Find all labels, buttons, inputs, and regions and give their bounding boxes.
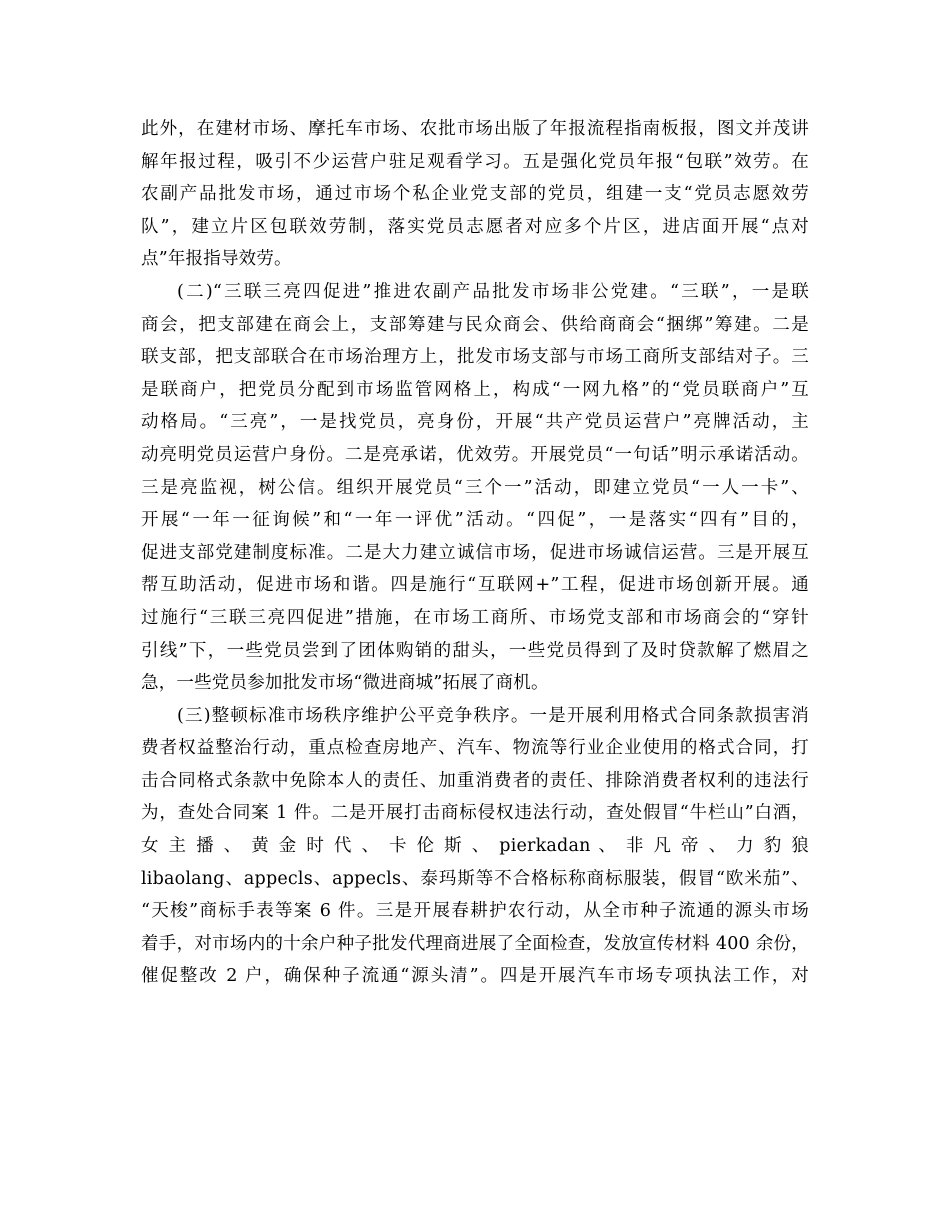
text-line: 此外，在建材市场、摩托车市场、农批市场出版了年报流程指南板报，图文并茂讲: [141, 119, 809, 139]
text-line: 队”，建立片区包联效劳制，落实党员志愿者对应多个片区，进店面开展“点对: [141, 216, 809, 237]
text-line: 费者权益整治行动，重点检查房地产、汽车、物流等行业企业使用的格式合同，打: [141, 738, 809, 759]
text-line: 着手，对市场内的十余户种子批发代理商进展了全面检查，发放宣传材料 400 余份，: [141, 933, 809, 954]
paragraph-2: [141, 276, 809, 700]
text-line: 三是亮监视，树公信。组织开展党员“三个一”活动，即建立党员“一人一卡”、: [141, 477, 809, 498]
text-line: 开展“一年一征询候”和“一年一评优”活动。“四促”，一是落实“四有”目的，: [141, 510, 809, 531]
text-line: 为，查处合同案 1 件。二是开展打击商标侵权违法行动，查处假冒“牛栏山”白酒，: [141, 803, 809, 824]
text-line: 击合同格式条款中免除本人的责任、加重消费者的责任、排除消费者权利的违法行: [141, 770, 809, 791]
text-line: (二)“三联三亮四促进”推进农副产品批发市场非公党建。“三联”，一是联: [177, 281, 809, 302]
text-line: 解年报过程，吸引不少运营户驻足观看学习。五是强化党员年报“包联”效劳。在: [141, 151, 809, 172]
text-line: 急，一些党员参加批发市场“微进商城”拓展了商机。: [141, 673, 549, 694]
text-line: 农副产品批发市场，通过市场个私企业党支部的党员，组建一支“党员志愿效劳: [141, 184, 809, 205]
text-line: 联支部，把支部联合在市场治理方上，批发市场支部与市场工商所支部结对子。三: [141, 347, 809, 368]
text-line: 帮互助活动，促进市场和谐。四是施行“互联网+”工程，促进市场创新开展。通: [141, 575, 809, 596]
text-line: 促进支部党建制度标准。二是大力建立诚信市场，促进市场诚信运营。三是开展互: [141, 542, 809, 563]
text-line: (三)整顿标准市场秩序维护公平竞争秩序。一是开展利用格式合同条款损害消: [177, 705, 809, 726]
text-line: 动格局。“三亮”，一是找党员，亮身份，开展“共产党员运营户”亮牌活动，主: [141, 412, 809, 433]
text-line: 过施行“三联三亮四促进”措施，在市场工商所、市场党支部和市场商会的“穿针: [141, 607, 809, 628]
text-line: 是联商户，把党员分配到市场监管网格上，构成“一网九格”的“党员联商户”互: [141, 379, 809, 400]
text-line: “天梭”商标手表等案 6 件。三是开展春耕护农行动，从全市种子流通的源头市场: [141, 901, 809, 922]
text-line: 点”年报指导效劳。: [141, 249, 292, 270]
text-line: 动亮明党员运营户身份。二是亮承诺，优效劳。开展党员“一句话”明示承诺活动。: [141, 444, 809, 465]
paragraph-1: [141, 113, 809, 276]
document-body: [141, 113, 809, 993]
text-line: 女 主 播 、 黄 金 时 代 、 卡 伦 斯 、 pierkadan 、 非 凡 帝 、 力 豹 狼: [141, 836, 809, 857]
text-line: libaolang、appecls、appecls、泰玛斯等不合格标称商标服装，假冒“欧米茄”、: [141, 868, 809, 889]
text-line: 商会，把支部建在商会上，支部筹建与民众商会、供给商商会“捆绑”筹建。二是: [141, 314, 809, 335]
text-line: 引线”下，一些党员尝到了团体购销的甜头，一些党员得到了及时贷款解了燃眉之: [141, 640, 809, 661]
paragraph-3: [141, 700, 809, 993]
text-line: 催促整改 2 户，确保种子流通“源头清”。四是开展汽车市场专项执法工作，对: [141, 966, 809, 987]
